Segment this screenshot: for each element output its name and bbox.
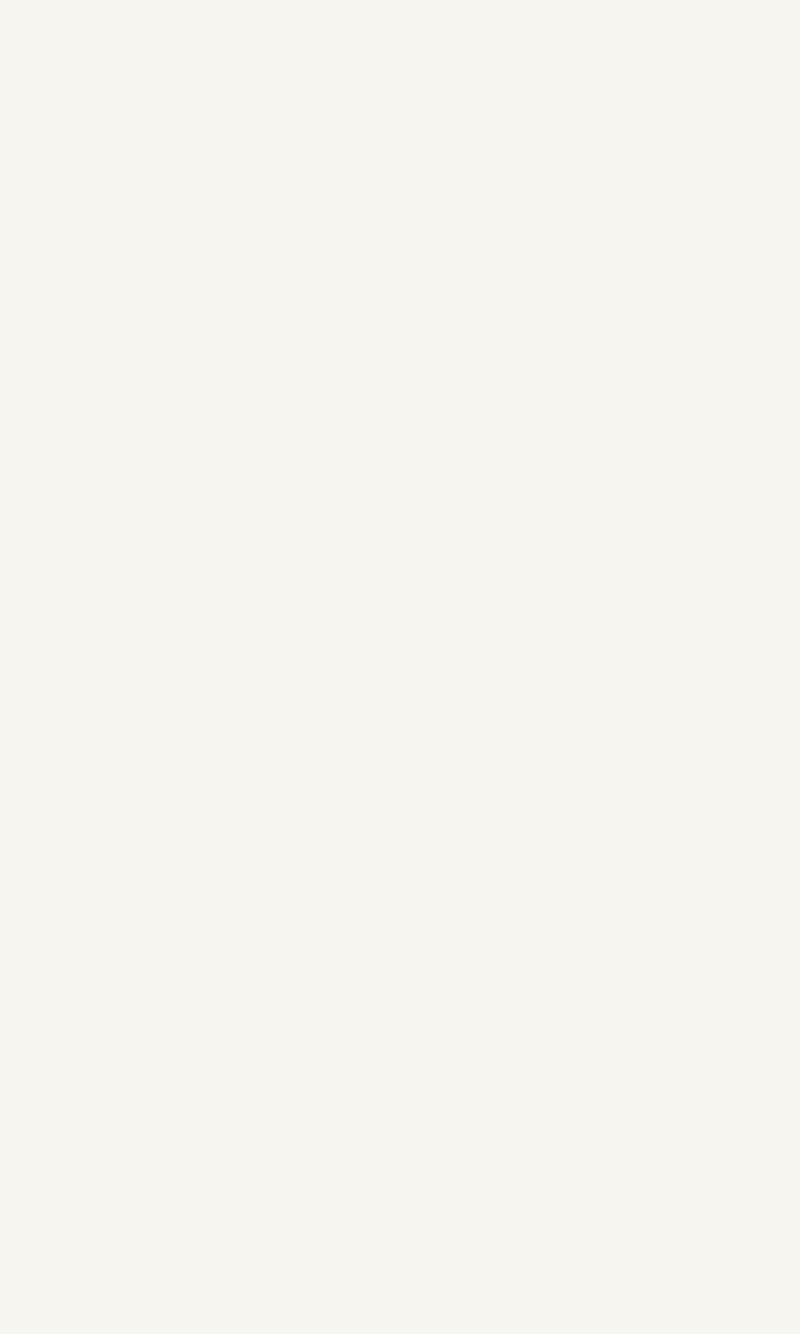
running-head (0, 62, 800, 84)
